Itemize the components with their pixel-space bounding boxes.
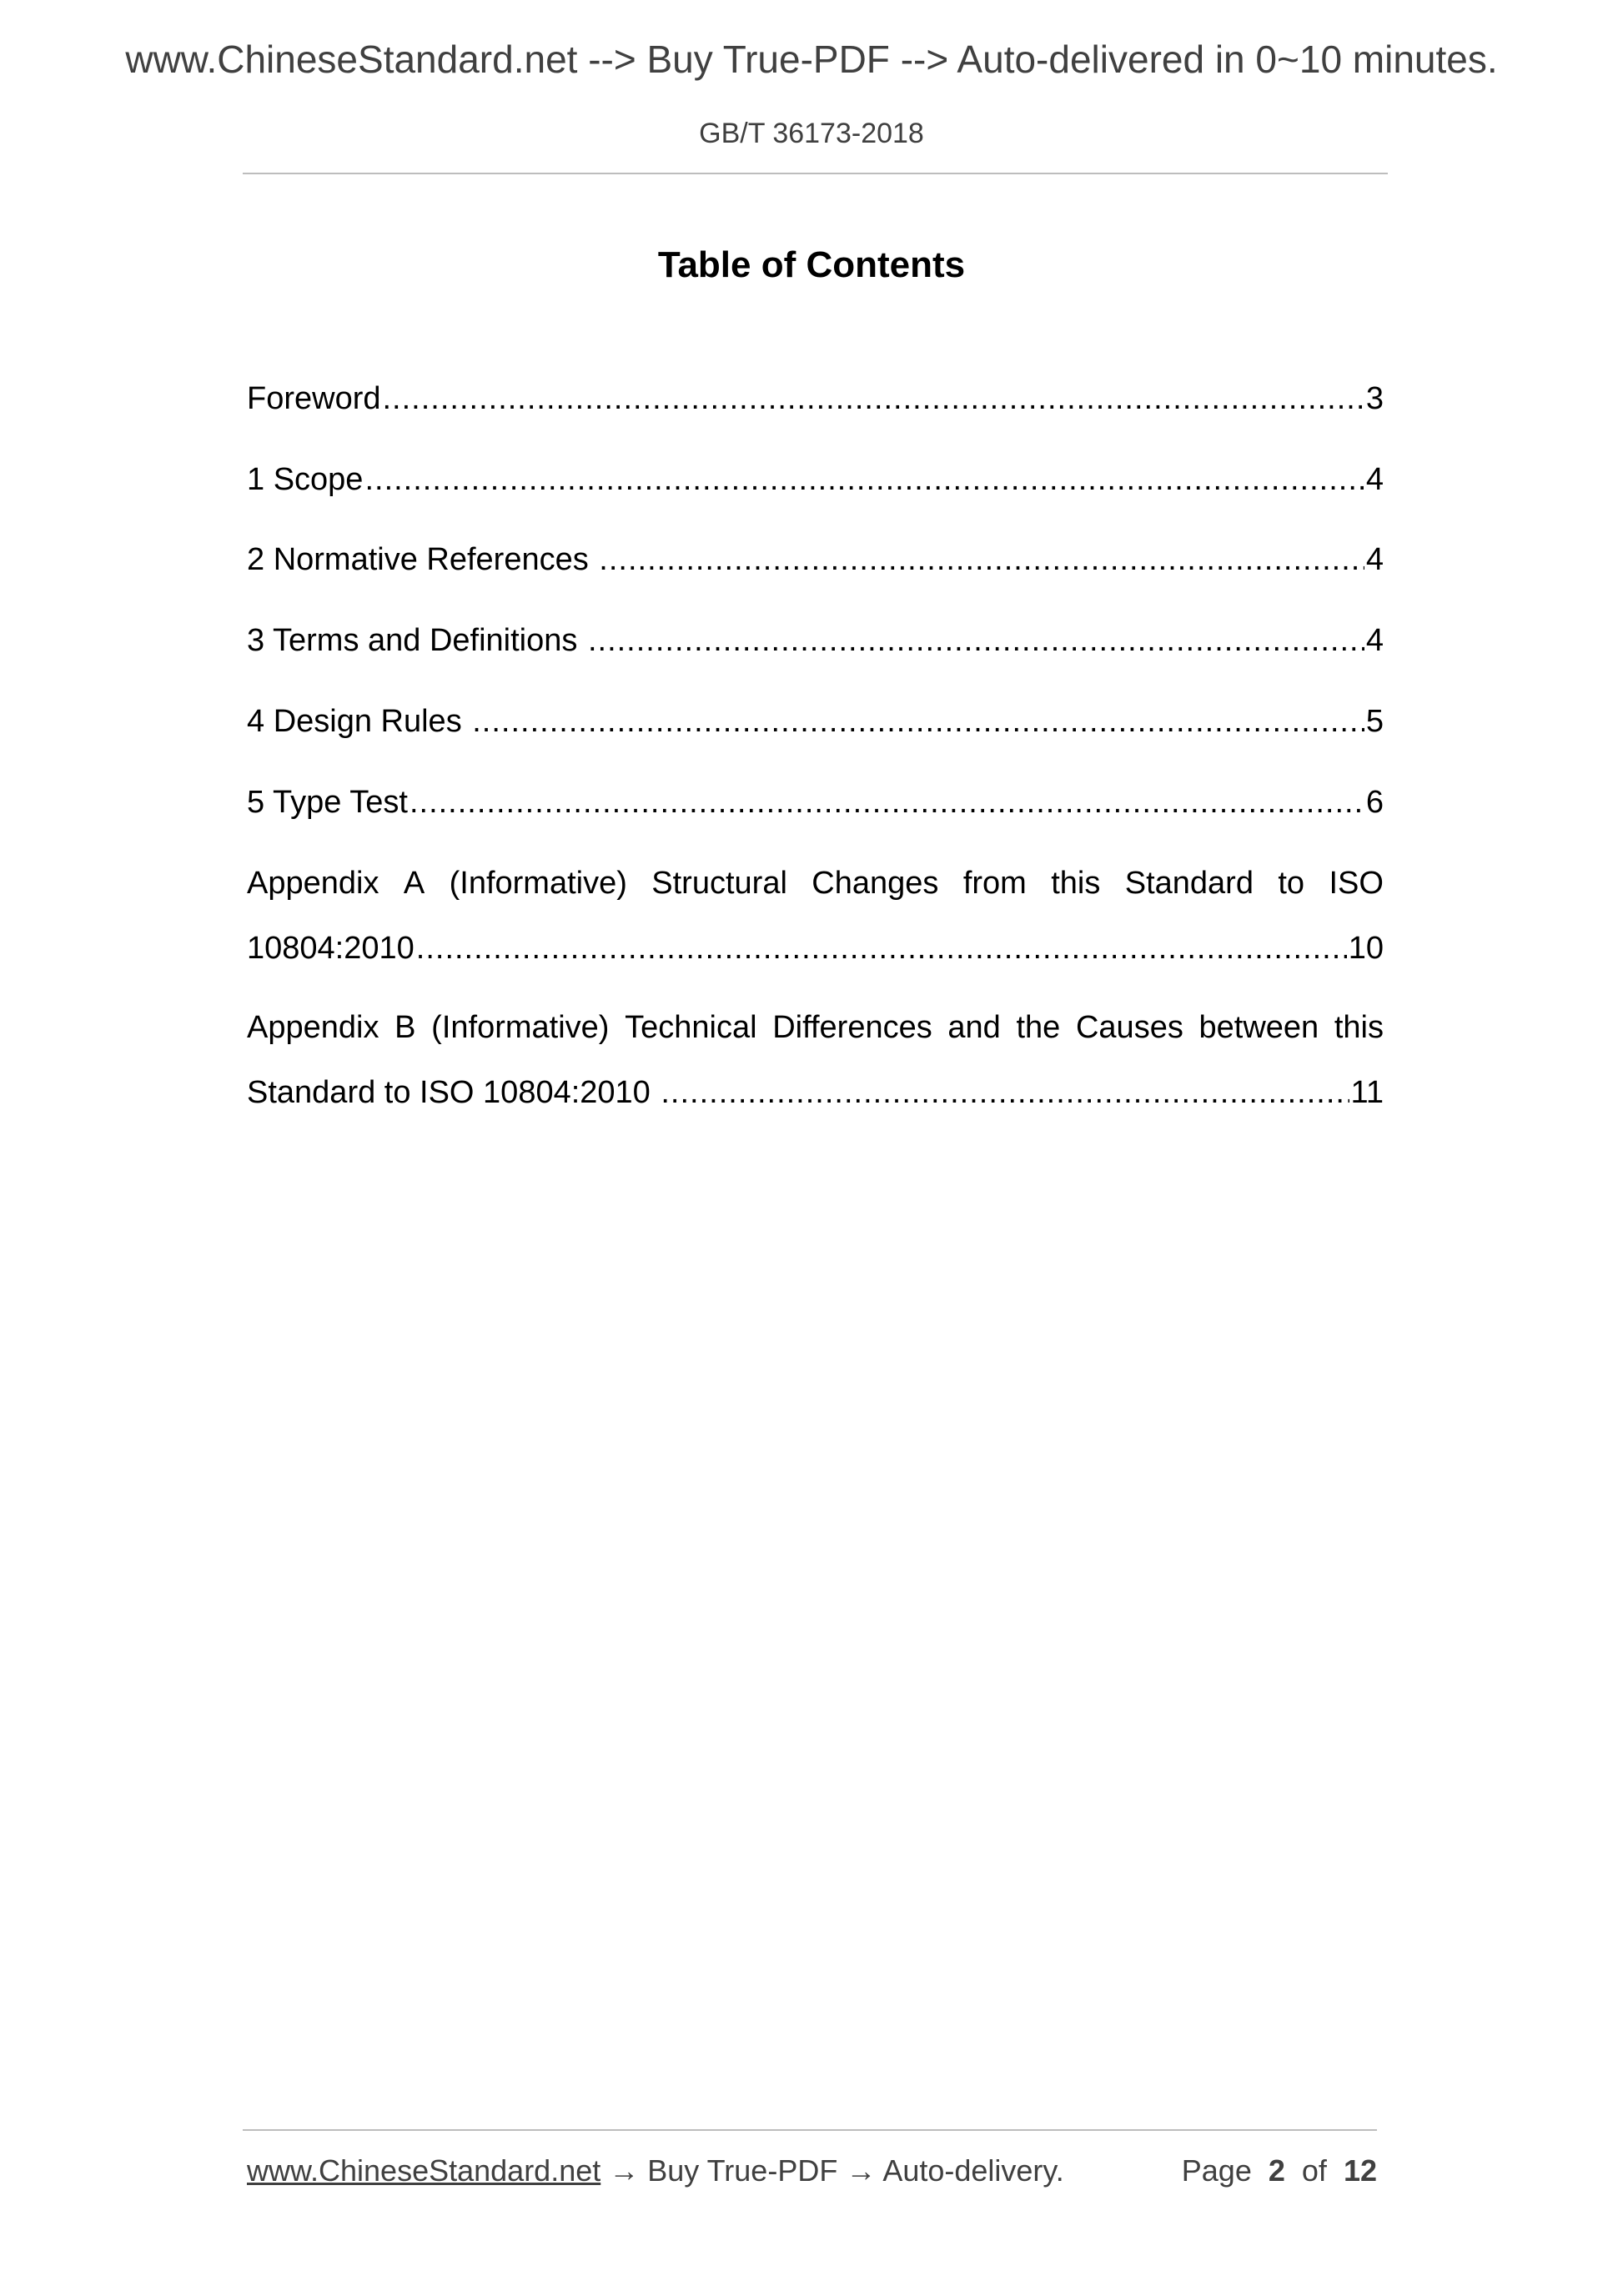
toc-entry-page: 5 [1365, 704, 1384, 739]
toc-entry-text: Standard to ISO 10804:2010 [247, 1075, 660, 1110]
toc-entry-scope[interactable] [247, 464, 1384, 495]
dot-leader [364, 464, 1364, 495]
toc-entry-page: 4 [1365, 542, 1384, 577]
toc-entry-page: 3 [1365, 381, 1384, 416]
toc-entry-text-line1: Appendix B (Informative) Technical Differences and the Causes between this [247, 1010, 1384, 1045]
footer-tagline: → Buy True-PDF → Auto-delivery. [600, 2153, 1064, 2188]
toc-entry-text: 1 Scope [247, 462, 364, 497]
dot-leader [416, 932, 1347, 964]
document-code: GB/T 36173-2018 [699, 118, 924, 149]
dot-leader [472, 706, 1364, 737]
toc-entry-page: 11 [1350, 1075, 1384, 1110]
header-divider [243, 173, 1388, 174]
toc-entry-text: 2 Normative References [247, 542, 598, 577]
toc-entry-page: 4 [1365, 462, 1384, 497]
toc-entry-appendix-b[interactable] [247, 1012, 1384, 1108]
page-total: 12 [1343, 2153, 1377, 2188]
toc-entry-foreword[interactable] [247, 383, 1384, 414]
toc-entry-text-line1: Appendix A (Informative) Structural Changes from this Standard to ISO [247, 866, 1384, 901]
toc-entry-page: 10 [1348, 931, 1384, 966]
toc-title: Table of Contents [657, 244, 966, 285]
toc-entry-page: 4 [1365, 623, 1384, 658]
footer-divider [243, 2129, 1377, 2131]
footer-site-link[interactable]: www.ChineseStandard.net [247, 2153, 601, 2188]
toc-entry-design-rules[interactable] [247, 706, 1384, 737]
toc-entry-text: 10804:2010 [247, 931, 415, 966]
page-footer [247, 2153, 1377, 2188]
toc-entry-text: 4 Design Rules [247, 704, 471, 739]
toc-entry-appendix-a[interactable] [247, 867, 1384, 964]
toc-entry-type-test[interactable] [247, 786, 1384, 818]
page-current: 2 [1268, 2153, 1285, 2188]
toc-entry-page: 6 [1365, 785, 1384, 820]
toc-entry-normative-references[interactable] [247, 544, 1384, 575]
toc-entry-text: 3 Terms and Definitions [247, 623, 586, 658]
top-banner: www.ChineseStandard.net --> Buy True-PDF --> Auto-delivered in 0~10 minutes. [125, 38, 1498, 81]
dot-leader [661, 1077, 1349, 1108]
toc-entry-text: Foreword [247, 381, 381, 416]
of-label: of [1301, 2153, 1327, 2188]
page-label: Page [1181, 2153, 1252, 2188]
page-indicator [1181, 2153, 1377, 2188]
dot-leader [383, 383, 1364, 414]
toc-entry-terms-and-definitions[interactable] [247, 625, 1384, 656]
dot-leader [599, 544, 1364, 575]
dot-leader [588, 625, 1364, 656]
dot-leader [410, 786, 1364, 818]
toc-entry-text: 5 Type Test [247, 785, 408, 820]
